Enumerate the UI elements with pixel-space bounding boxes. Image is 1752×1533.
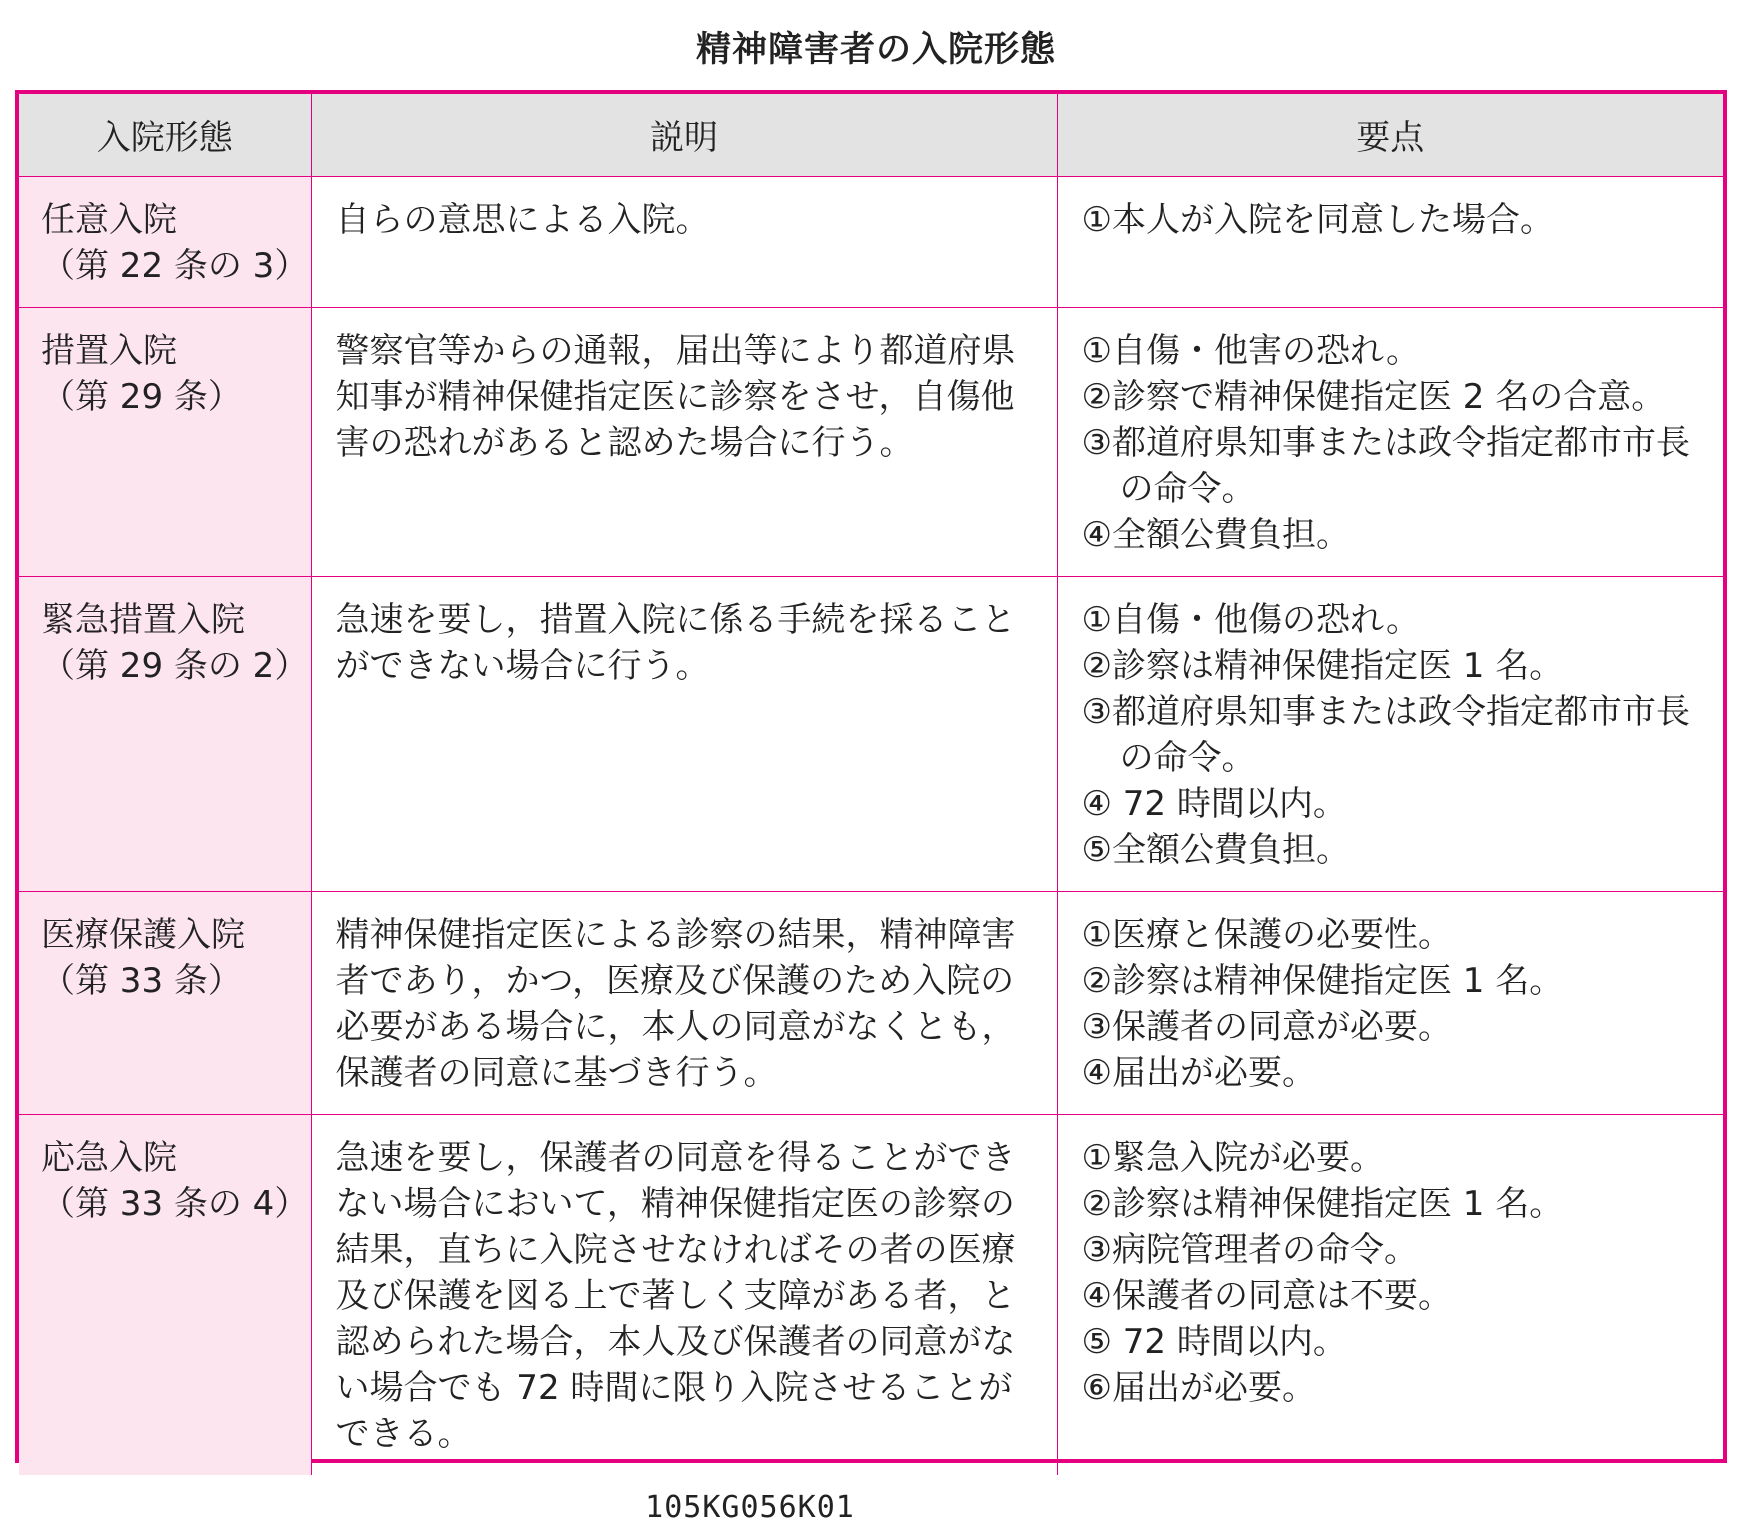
description-cell: 警察官等からの通報，届出等により都道府県知事が精神保健指定医に診察をさせ，自傷他害の恐れがあると認めた場合に行う。 — [311, 307, 1057, 576]
admission-types-table-frame — [15, 90, 1727, 1463]
key-point: ①本人が入院を同意した場合。 — [1081, 199, 1554, 240]
admission-type-cell — [19, 176, 311, 307]
header-key-points: 要点 — [1057, 94, 1723, 176]
description-cell: 急速を要し，措置入院に係る手続を採ることができない場合に行う。 — [311, 576, 1057, 891]
admission-type-cell — [19, 891, 311, 1114]
admission-type-cell — [19, 1114, 311, 1475]
header-admission-type: 入院形態 — [19, 94, 311, 176]
key-point: ①緊急入院が必要。 — [1081, 1137, 1384, 1178]
admission-types-table — [19, 94, 1723, 1475]
key-point: ①医療と保護の必要性。 — [1081, 914, 1452, 955]
key-point: ①自傷・他傷の恐れ。 — [1081, 599, 1421, 640]
key-points-cell — [1057, 891, 1723, 1114]
table-row — [19, 576, 1723, 891]
key-point: ②診察は精神保健指定医 1 名。 — [1081, 645, 1564, 686]
key-points-cell — [1057, 576, 1723, 891]
table-row — [19, 176, 1723, 307]
key-point: ④届出が必要。 — [1081, 1052, 1316, 1093]
table-row — [19, 891, 1723, 1114]
figure-code: 105KG056K01 — [645, 1490, 855, 1525]
key-point: ④保護者の同意は不要。 — [1081, 1275, 1452, 1316]
page-title: 精神障害者の入院形態 — [695, 30, 1056, 70]
admission-type-name: 措置入院 — [41, 330, 177, 371]
admission-type-name: 緊急措置入院 — [41, 599, 245, 640]
table-header-row — [19, 94, 1723, 176]
key-point: ③都道府県知事または政令指定都市市長の命令。 — [1081, 691, 1690, 778]
table-row — [19, 307, 1723, 576]
admission-type-cell — [19, 307, 311, 576]
admission-article: （第 29 条） — [41, 376, 242, 417]
key-point: ①自傷・他害の恐れ。 — [1081, 330, 1421, 371]
key-point: ④ 72 時間以内。 — [1081, 783, 1347, 824]
admission-article: （第 33 条の 4） — [41, 1183, 309, 1224]
description-cell: 急速を要し，保護者の同意を得ることができない場合において，精神保健指定医の診察の結果，直ちに入院させなければその者の医療及び保護を図る上で著しく支障がある者，と認められた場合，本人及び保護者の同意がない場合でも 72 時間に限り入院させることができる。 — [311, 1114, 1057, 1475]
key-point: ②診察は精神保健指定医 1 名。 — [1081, 1183, 1564, 1224]
key-points-cell — [1057, 307, 1723, 576]
description-cell: 自らの意思による入院。 — [311, 176, 1057, 307]
table-row — [19, 1114, 1723, 1475]
admission-type-cell — [19, 576, 311, 891]
key-point: ⑥届出が必要。 — [1081, 1367, 1316, 1408]
key-points-cell — [1057, 1114, 1723, 1475]
key-points-cell — [1057, 176, 1723, 307]
key-point: ④全額公費負担。 — [1081, 514, 1350, 555]
key-point: ②診察は精神保健指定医 1 名。 — [1081, 960, 1564, 1001]
key-point: ③保護者の同意が必要。 — [1081, 1006, 1452, 1047]
admission-type-name: 任意入院 — [41, 199, 177, 240]
key-point: ⑤ 72 時間以内。 — [1081, 1321, 1347, 1362]
description-cell: 精神保健指定医による診察の結果，精神障害者であり，かつ，医療及び保護のため入院の必要がある場合に，本人の同意がなくとも，保護者の同意に基づき行う。 — [311, 891, 1057, 1114]
admission-article: （第 29 条の 2） — [41, 645, 309, 686]
admission-article: （第 33 条） — [41, 960, 242, 1001]
header-description: 説明 — [311, 94, 1057, 176]
admission-type-name: 応急入院 — [41, 1137, 177, 1178]
key-point: ⑤全額公費負担。 — [1081, 829, 1350, 870]
key-point: ③都道府県知事または政令指定都市市長の命令。 — [1081, 422, 1690, 509]
admission-article: （第 22 条の 3） — [41, 245, 309, 286]
key-point: ③病院管理者の命令。 — [1081, 1229, 1418, 1270]
admission-type-name: 医療保護入院 — [41, 914, 245, 955]
key-point: ②診察で精神保健指定医 2 名の合意。 — [1081, 376, 1666, 417]
